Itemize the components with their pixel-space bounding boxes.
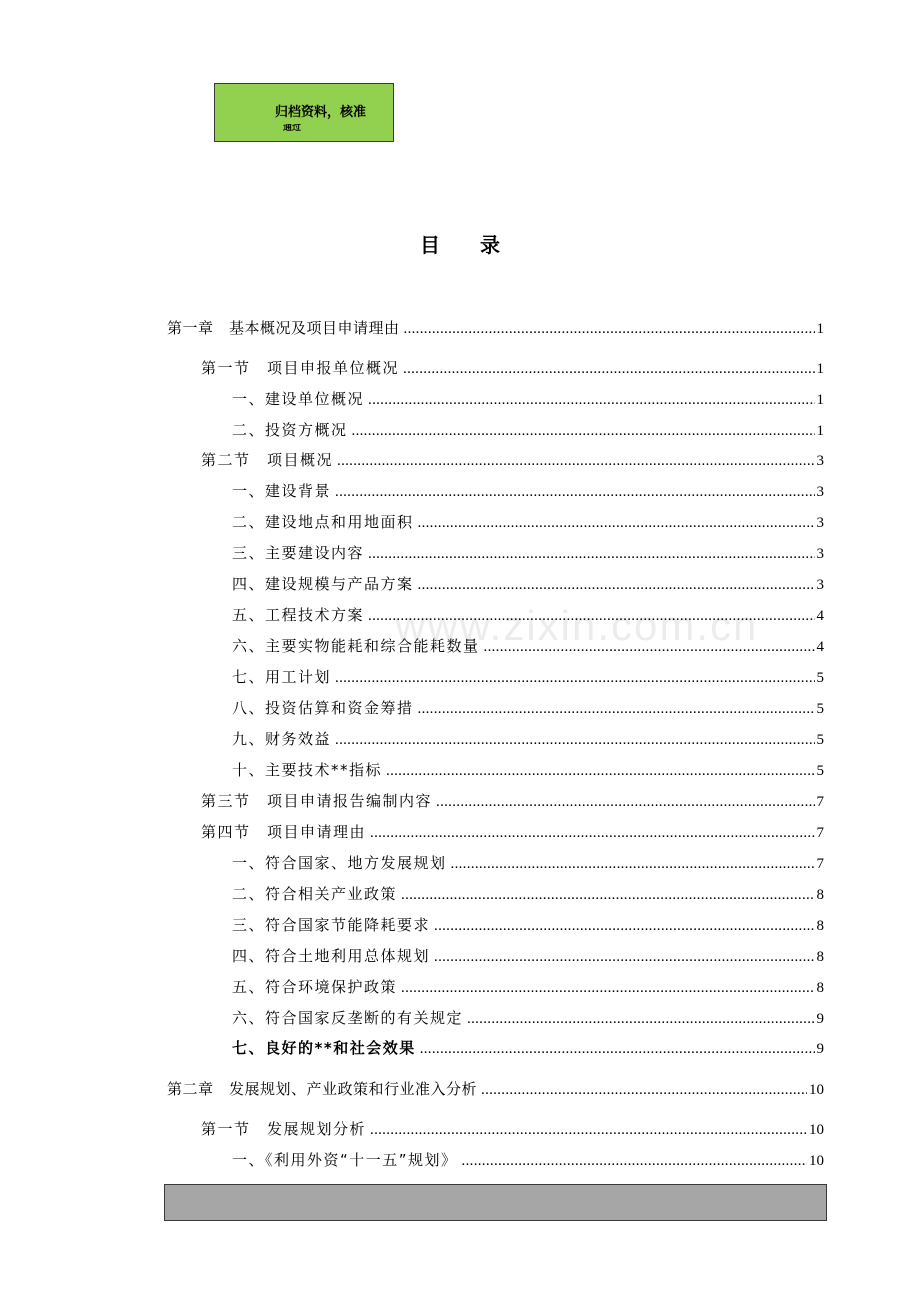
toc-entry[interactable] xyxy=(232,882,824,906)
toc-entry-page: 10 xyxy=(809,1153,824,1169)
toc-entry[interactable] xyxy=(232,1036,824,1060)
toc-entry-page: 1 xyxy=(816,321,824,337)
toc-entry[interactable] xyxy=(232,851,824,875)
toc-entry[interactable] xyxy=(232,1148,824,1172)
page-title: 目录 xyxy=(420,233,540,257)
toc-entry-label: 七、用工计划 xyxy=(232,668,332,686)
toc-entry-label: 第四节 项目申请理由 xyxy=(201,823,367,841)
toc-entry-label: 二、符合相关产业政策 xyxy=(232,885,398,903)
toc-entry[interactable] xyxy=(201,820,824,844)
toc-entry-page: 3 xyxy=(816,484,824,500)
toc-entry-page: 3 xyxy=(816,577,824,593)
toc-entry[interactable] xyxy=(232,975,824,999)
toc-leader-dots xyxy=(335,666,814,690)
footer-bar xyxy=(164,1184,827,1221)
toc-entry-page: 7 xyxy=(816,856,824,872)
toc-entry[interactable] xyxy=(232,541,824,565)
toc-leader-dots xyxy=(352,419,815,443)
toc-entry-page: 10 xyxy=(809,1082,824,1098)
toc-entry-label: 五、工程技术方案 xyxy=(232,606,365,624)
toc-entry[interactable] xyxy=(232,387,824,411)
toc-entry-label: 四、符合土地利用总体规划 xyxy=(232,947,431,965)
toc-entry[interactable] xyxy=(232,727,824,751)
toc-entry-label: 第一章 基本概况及项目申请理由 xyxy=(167,319,400,337)
toc-entry[interactable] xyxy=(232,758,824,782)
toc-leader-dots xyxy=(484,635,815,659)
toc-leader-dots xyxy=(418,573,815,597)
toc-leader-dots xyxy=(434,914,814,938)
toc-entry[interactable] xyxy=(232,665,824,689)
toc-entry[interactable] xyxy=(201,356,824,380)
toc-leader-dots xyxy=(370,1118,807,1142)
toc-leader-dots xyxy=(403,357,814,381)
toc-leader-dots xyxy=(335,480,814,504)
toc-entry-page: 5 xyxy=(816,763,824,779)
toc-leader-dots xyxy=(418,697,815,721)
toc-entry-page: 3 xyxy=(816,453,824,469)
toc-entry[interactable] xyxy=(232,696,824,720)
toc-entry-label: 五、符合环境保护政策 xyxy=(232,978,398,996)
toc-leader-dots xyxy=(368,542,814,566)
toc-entry-label: 九、财务效益 xyxy=(232,730,332,748)
toc-entry-label: 第二节 项目概况 xyxy=(201,451,334,469)
toc-leader-dots xyxy=(386,759,814,783)
toc-leader-dots xyxy=(436,790,814,814)
toc-leader-dots xyxy=(434,945,814,969)
toc-entry[interactable] xyxy=(232,634,824,658)
toc-entry-page: 4 xyxy=(816,639,824,655)
toc-entry-label: 六、符合国家反垄断的有关规定 xyxy=(232,1009,464,1027)
stamp-line-2: 通过 xyxy=(283,124,302,132)
toc-leader-dots xyxy=(401,883,814,907)
toc-leader-dots xyxy=(368,388,814,412)
toc-leader-dots xyxy=(467,1007,814,1031)
toc-entry-page: 1 xyxy=(816,361,824,377)
toc-leader-dots xyxy=(368,604,814,628)
toc-entry-label: 三、符合国家节能降耗要求 xyxy=(232,916,431,934)
toc-leader-dots xyxy=(335,728,814,752)
toc-entry[interactable] xyxy=(201,1117,824,1141)
toc-entry-label: 一、《利用外资“十一五”规划》 xyxy=(232,1151,458,1169)
toc-entry-label: 三、主要建设内容 xyxy=(232,544,365,562)
toc-entry[interactable] xyxy=(201,448,824,472)
toc-entry-page: 8 xyxy=(816,918,824,934)
toc-entry-label: 一、建设背景 xyxy=(232,482,332,500)
toc-entry-label: 四、建设规模与产品方案 xyxy=(232,575,414,593)
toc-entry-page: 5 xyxy=(816,732,824,748)
toc-entry-label: 第二章 发展规划、产业政策和行业准入分析 xyxy=(167,1080,478,1098)
toc-entry-page: 3 xyxy=(816,546,824,562)
toc-entry[interactable] xyxy=(232,510,824,534)
toc-leader-dots xyxy=(418,511,815,535)
toc-entry-page: 5 xyxy=(816,701,824,717)
toc-entry-page: 5 xyxy=(816,670,824,686)
toc-entry-page: 9 xyxy=(816,1041,824,1057)
toc-entry[interactable] xyxy=(232,603,824,627)
toc-entry[interactable] xyxy=(201,789,824,813)
toc-leader-dots xyxy=(401,976,814,1000)
toc-entry[interactable] xyxy=(167,1077,824,1101)
toc-entry[interactable] xyxy=(232,418,824,442)
toc-leader-dots xyxy=(337,449,814,473)
toc-entry[interactable] xyxy=(167,316,824,340)
toc-entry-label: 六、主要实物能耗和综合能耗数量 xyxy=(232,637,480,655)
stamp-line-1: 归档资料，核准 xyxy=(275,105,367,120)
toc-entry-page: 1 xyxy=(816,423,824,439)
toc-entry[interactable] xyxy=(232,913,824,937)
toc-entry[interactable] xyxy=(232,944,824,968)
toc-entry-page: 8 xyxy=(816,887,824,903)
toc-entry-page: 7 xyxy=(816,794,824,810)
toc-leader-dots xyxy=(481,1078,807,1102)
toc-entry-label: 第三节 项目申请报告编制内容 xyxy=(201,792,433,810)
toc-entry-page: 1 xyxy=(816,392,824,408)
toc-entry-label: 一、建设单位概况 xyxy=(232,390,365,408)
toc-entry-page: 8 xyxy=(816,980,824,996)
toc-entry-label: 十、主要技术**指标 xyxy=(232,761,383,779)
toc-entry-label: 七、良好的**和社会效果 xyxy=(232,1039,416,1057)
toc-entry[interactable] xyxy=(232,572,824,596)
toc-entry[interactable] xyxy=(232,1006,824,1030)
toc-entry-label: 一、符合国家、地方发展规划 xyxy=(232,854,447,872)
toc-entry-label: 八、投资估算和资金筹措 xyxy=(232,699,414,717)
toc-entry-page: 3 xyxy=(816,515,824,531)
toc-entry-page: 8 xyxy=(816,949,824,965)
toc-entry-label: 第一节 项目申报单位概况 xyxy=(201,359,400,377)
toc-entry-label: 二、投资方概况 xyxy=(232,421,348,439)
toc-leader-dots xyxy=(370,821,814,845)
toc-leader-dots xyxy=(404,317,815,341)
toc-leader-dots xyxy=(462,1149,807,1173)
toc-entry-page: 7 xyxy=(816,825,824,841)
toc-leader-dots xyxy=(420,1037,815,1061)
watermark: www.zixin.com.cn xyxy=(395,602,759,649)
toc-entry-label: 第一节 发展规划分析 xyxy=(201,1120,367,1138)
toc-leader-dots xyxy=(451,852,815,876)
toc-entry-page: 9 xyxy=(816,1011,824,1027)
toc-entry[interactable] xyxy=(232,479,824,503)
toc-entry-page: 10 xyxy=(809,1122,824,1138)
toc-entry-label: 二、建设地点和用地面积 xyxy=(232,513,414,531)
toc-entry-page: 4 xyxy=(816,608,824,624)
